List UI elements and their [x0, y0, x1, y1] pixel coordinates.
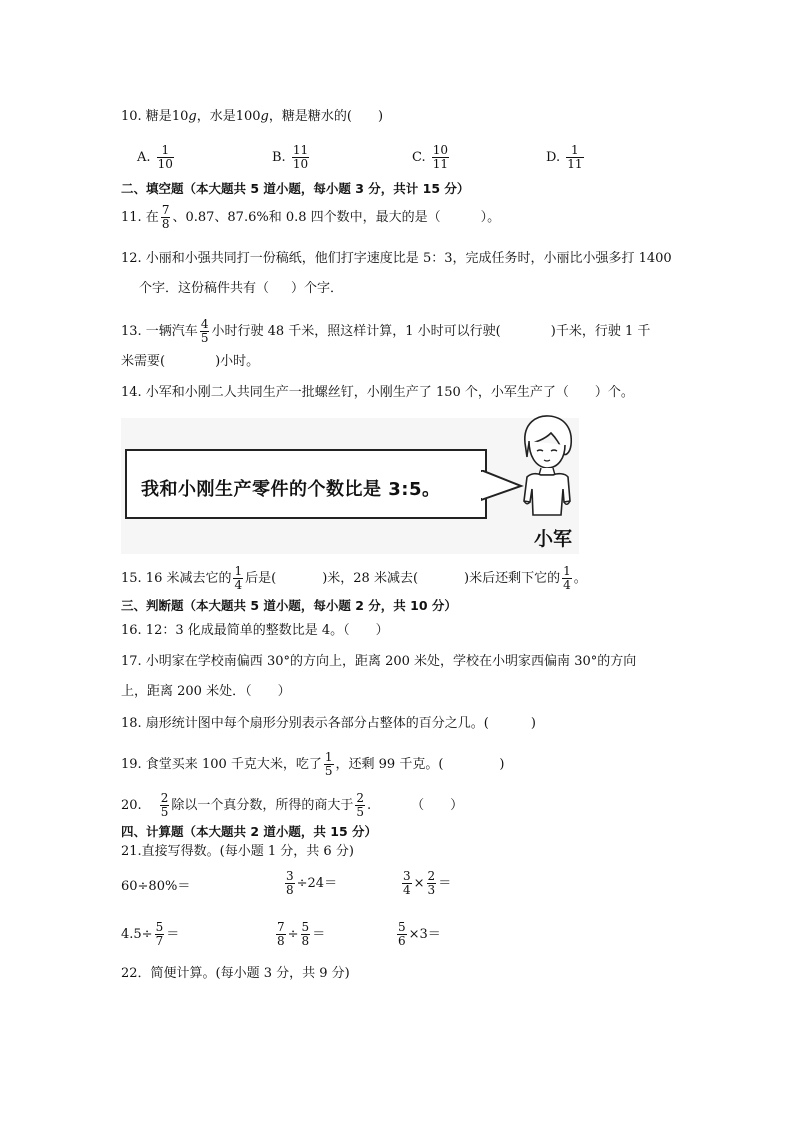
fraction: $\frac{5}{6}$ [398, 920, 406, 948]
calc-6: $\frac{5}{6}$ ×3＝ [398, 920, 441, 948]
fraction: $\frac{5}{7}$ [155, 920, 164, 948]
option-b[interactable]: B. $\frac{11}{10}$ [272, 143, 309, 171]
calc-4: 4.5÷ $\frac{5}{7}$ ＝ [121, 920, 180, 948]
calc-5: $\frac{7}{8}$ ÷ $\frac{5}{8}$ ＝ [277, 920, 326, 948]
question-13-line-1: 13. 一辆汽车 $\frac{4}{5}$ 小时行驶 48 千米，照这样计算，1 小时可以行驶( )千米，行驶 1 千 [121, 317, 651, 345]
question-19: 19. 食堂买来 100 千克大米，吃了 $\frac{1}{5}$ ，还剩 99 千克。( ) [121, 750, 505, 778]
question-17-line-1: 17. 小明家在学校南偏西 30°的方向上，距离 200 米处，学校在小明家西偏南 30°的方向 [121, 654, 637, 669]
fraction: $\frac{1}{5}$ [324, 750, 333, 778]
section-2-heading: 二、填空题（本大题共 5 道小题，每小题 3 分，共计 15 分） [121, 181, 470, 196]
calc-3: $\frac{3}{4}$ × $\frac{2}{3}$ ＝ [403, 869, 452, 897]
fraction: $\frac{7}{8}$ [277, 920, 285, 948]
question-12-line-2: 个字．这份稿件共有（ ）个字． [139, 281, 344, 296]
fraction: $\frac{5}{8}$ [301, 920, 310, 948]
option-d[interactable]: D. $\frac{1}{11}$ [546, 143, 583, 171]
question-18: 18. 扇形统计图中每个扇形分别表示各部分占整体的百分之几。( ) [121, 716, 536, 731]
fraction: $\frac{4}{5}$ [200, 317, 209, 345]
fraction: $\frac{3}{4}$ [403, 869, 411, 897]
boy-name-label: 小军 [534, 528, 573, 550]
fraction: $\frac{11}{10}$ [292, 143, 309, 171]
speech-text: 我和小刚生产零件的个数比是 3:5。 [141, 479, 441, 500]
fraction: $\frac{1}{10}$ [157, 143, 173, 171]
fraction: $\frac{7}{8}$ [161, 203, 170, 231]
question-11: 11. 在 $\frac{7}{8}$ 、0.87、87.6%和 0.8 四个数中，最大的是（ ）。 [121, 203, 501, 231]
boy-icon [515, 413, 579, 521]
fraction: $\frac{1}{11}$ [567, 143, 583, 171]
question-15: 15. 16 米减去它的 $\frac{1}{4}$ 后是( )米，28 米减去( )米后还剩下它的 $\frac{1}{4}$ 。 [121, 564, 587, 592]
section-4-heading: 四、计算题（本大题共 2 道小题，共 15 分） [121, 824, 378, 839]
question-10: 10. 糖是10g，水是100g，糖是糖水的( ) [121, 109, 384, 124]
fraction: $\frac{1}{4}$ [563, 564, 571, 592]
fraction: $\frac{10}{11}$ [432, 143, 449, 171]
question-14: 14. 小军和小刚二人共同生产一批螺丝钉，小刚生产了 150 个，小军生产了（ ）个。 [121, 385, 634, 400]
fraction: $\frac{1}{4}$ [234, 564, 243, 592]
option-a[interactable]: A. $\frac{1}{10}$ [137, 143, 173, 171]
question-13-line-2: 米需要( )小时。 [121, 354, 260, 369]
fraction: $\frac{2}{5}$ [160, 791, 169, 819]
fraction: $\frac{2}{3}$ [427, 869, 436, 897]
question-22-title: 22．简便计算。(每小题 3 分，共 9 分) [121, 966, 350, 981]
calc-2: $\frac{3}{8}$ ÷24＝ [286, 869, 338, 897]
section-3-heading: 三、判断题（本大题共 5 道小题，每小题 2 分，共 10 分） [121, 598, 457, 613]
question-20: 20. $\frac{2}{5}$ 除以一个真分数，所得的商大于 $\frac{2}{5}$ . （ ） [121, 791, 464, 819]
fraction: $\frac{3}{8}$ [286, 869, 294, 897]
option-c[interactable]: C. $\frac{10}{11}$ [412, 143, 449, 171]
fraction: $\frac{2}{5}$ [356, 791, 364, 819]
question-21-title: 21.直接写得数。(每小题 1 分，共 6 分) [121, 844, 354, 859]
question-16: 16. 12：3 化成最简单的整数比是 4。（ ） [121, 623, 389, 638]
calc-1: 60÷80%＝ [121, 879, 191, 894]
question-17-line-2: 上，距离 200 米处．（ ） [121, 684, 291, 699]
question-12-line-1: 12. 小丽和小强共同打一份稿纸，他们打字速度比是 5：3，完成任务时，小丽比小强多打 1400 [121, 251, 672, 266]
